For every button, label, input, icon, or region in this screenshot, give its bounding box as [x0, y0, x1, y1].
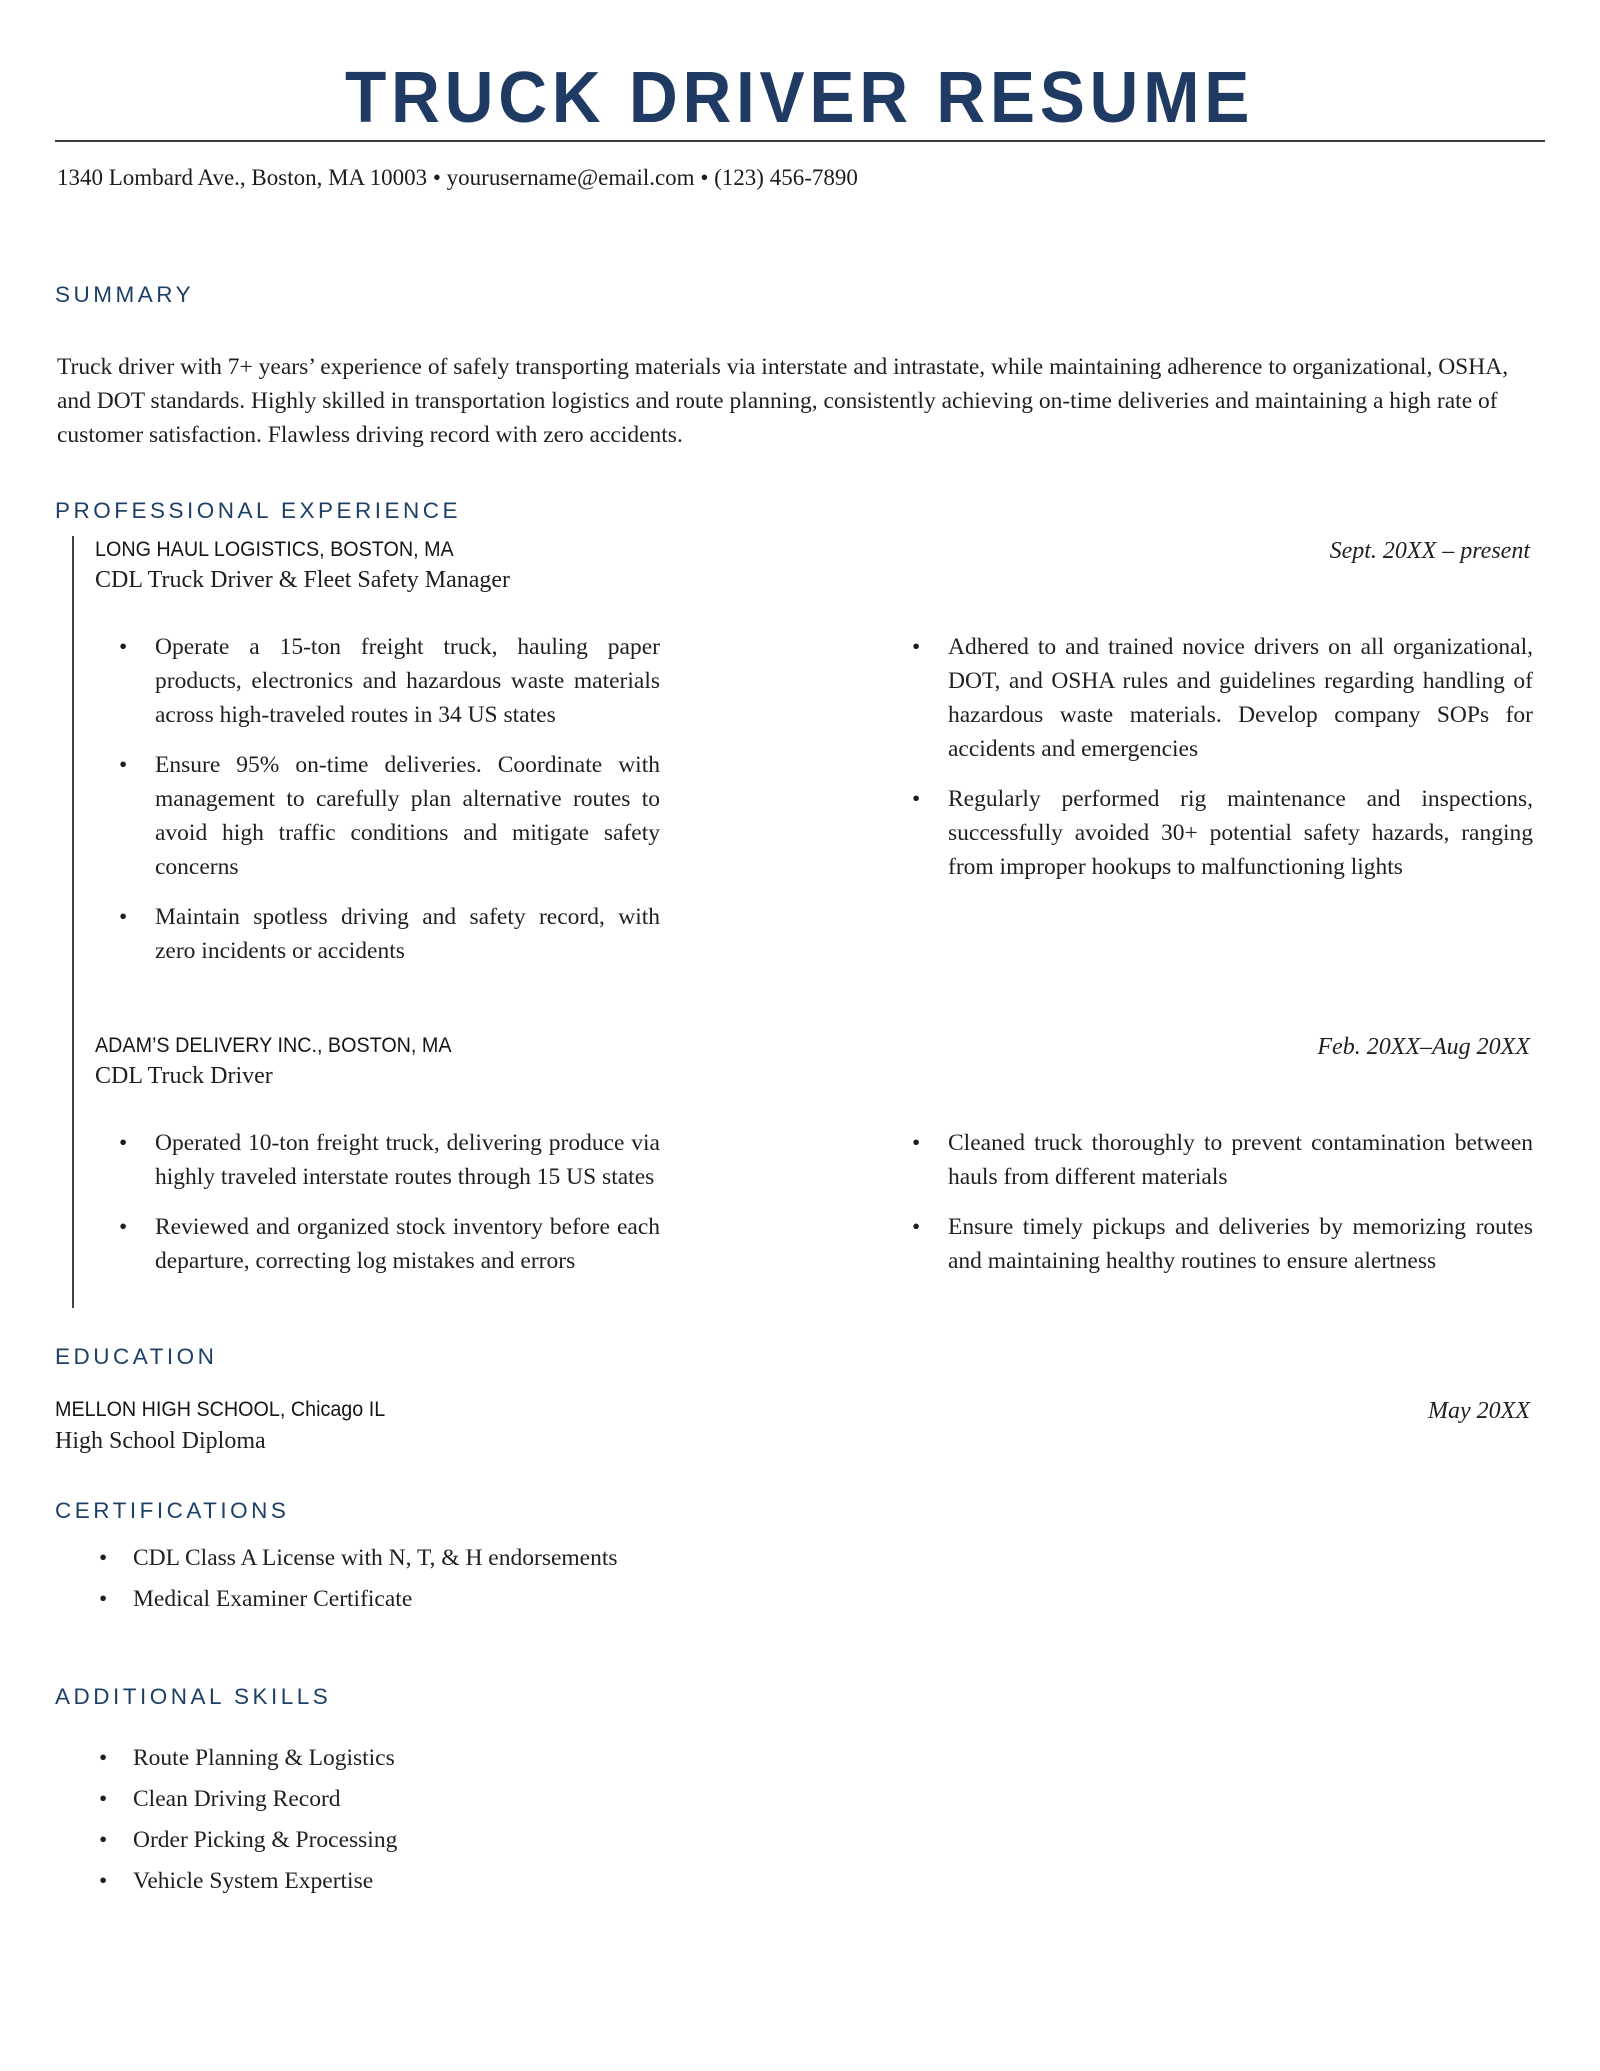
education-entry-left: [55, 1396, 406, 1458]
page-title: [55, 58, 1545, 138]
job-1-bullet: • Regularly performed rig maintenance and inspections, successfully avoided 30+ potential safety hazards, ranging from improper hookups to malfunctioning lights: [888, 782, 1533, 884]
job-entry-1: [95, 536, 1545, 968]
job-1-bullet-columns: [95, 630, 1545, 968]
education-school: [55, 1396, 406, 1424]
certification-item: • CDL Class A License with N, T, & H endorsements: [55, 1540, 1545, 1577]
summary-text: Truck driver with 7+ years’ experience of safely transporting materials via interstate and intrastate, while maintaining adherence to organizational, OSHA, and DOT standards. Highly skilled in transportation logistics and route planning, consistently achieving on-time deliveries and maintaining a high rate of customer satisfaction. Flawless driving record with zero accidents.: [57, 354, 1509, 448]
job-2-bullet: • Cleaned truck thoroughly to prevent contamination between hauls from different materials: [888, 1126, 1533, 1194]
page-title-text: TRUCK DRIVER RESUME: [345, 58, 1255, 138]
skill-item: • Route Planning & Logistics: [55, 1740, 1545, 1777]
job-1-header: [95, 536, 1545, 596]
job-1-bullet: • Adhered to and trained novice drivers on all organizational, DOT, and OSHA rules and guidelines regarding handling of hazardous waste materials. Develop company SOPs for accidents and emergencies: [888, 630, 1533, 766]
job-2-company-text: ADAM’S DELIVERY INC., BOSTON, MA: [95, 1034, 452, 1057]
job-1-company-text: LONG HAUL LOGISTICS, BOSTON, MA: [95, 538, 454, 561]
skill-item: • Order Picking & Processing: [55, 1822, 1545, 1859]
education-degree: High School Diploma: [55, 1428, 266, 1454]
section-heading-experience: PROFESSIONAL EXPERIENCE: [55, 498, 462, 523]
job-entry-2: [95, 1032, 1545, 1278]
job-2-bullet: • Ensure timely pickups and deliveries by memorizing routes and maintaining healthy routines to ensure alertness: [888, 1210, 1533, 1278]
job-1-dates: Sept. 20XX – present: [1329, 538, 1530, 564]
skills-list: [55, 1740, 1545, 1900]
job-1-bullet: • Ensure 95% on-time deliveries. Coordinate with management to carefully plan alternative routes to avoid high traffic conditions and mitigate safety concerns: [95, 748, 660, 884]
job-2-title: CDL Truck Driver: [95, 1063, 273, 1089]
job-1-right-column: [888, 630, 1533, 968]
job-2-right-column: [888, 1126, 1533, 1278]
job-1-bullet: • Operate a 15-ton freight truck, hauling paper products, electronics and hazardous waste materials across high-traveled routes in 34 US states: [95, 630, 660, 732]
section-heading-skills: ADDITIONAL SKILLS: [55, 1684, 332, 1709]
job-2-company: [95, 1032, 474, 1060]
section-heading-summary: SUMMARY: [55, 282, 195, 307]
section-heading-certifications: CERTIFICATIONS: [55, 1498, 290, 1523]
job-1-title: CDL Truck Driver & Fleet Safety Manager: [95, 567, 511, 593]
skill-item: • Vehicle System Expertise: [55, 1863, 1545, 1900]
job-2-dates: Feb. 20XX–Aug 20XX: [1317, 1034, 1530, 1060]
education-entry: [55, 1396, 1545, 1458]
job-2-bullet: • Reviewed and organized stock inventory before each departure, correcting log mistakes and errors: [95, 1210, 660, 1278]
section-heading-education: EDUCATION: [55, 1344, 218, 1369]
skill-item: • Clean Driving Record: [55, 1781, 1545, 1818]
job-1-left-column: [95, 630, 660, 968]
contact-line: 1340 Lombard Ave., Boston, MA 10003 • yourusername@email.com • (123) 456-7890: [57, 165, 858, 190]
job-2-bullet-columns: [95, 1126, 1545, 1278]
job-2-left-column: [95, 1126, 660, 1278]
education-dates: May 20XX: [1428, 1398, 1530, 1424]
title-divider: [55, 140, 1545, 142]
experience-block: [72, 536, 1545, 1308]
certifications-list: [55, 1540, 1545, 1618]
job-1-bullet: • Maintain spotless driving and safety record, with zero incidents or accidents: [95, 900, 660, 968]
job-2-bullet: • Operated 10-ton freight truck, delivering produce via highly traveled interstate routes through 15 US states: [95, 1126, 660, 1194]
certification-item: • Medical Examiner Certificate: [55, 1581, 1545, 1618]
job-1-company: [95, 536, 510, 564]
education-school-text: MELLON HIGH SCHOOL, Chicago IL: [55, 1398, 386, 1421]
job-2-header: [95, 1032, 1545, 1092]
job-2-header-left: [95, 1032, 474, 1092]
job-1-header-left: [95, 536, 510, 596]
